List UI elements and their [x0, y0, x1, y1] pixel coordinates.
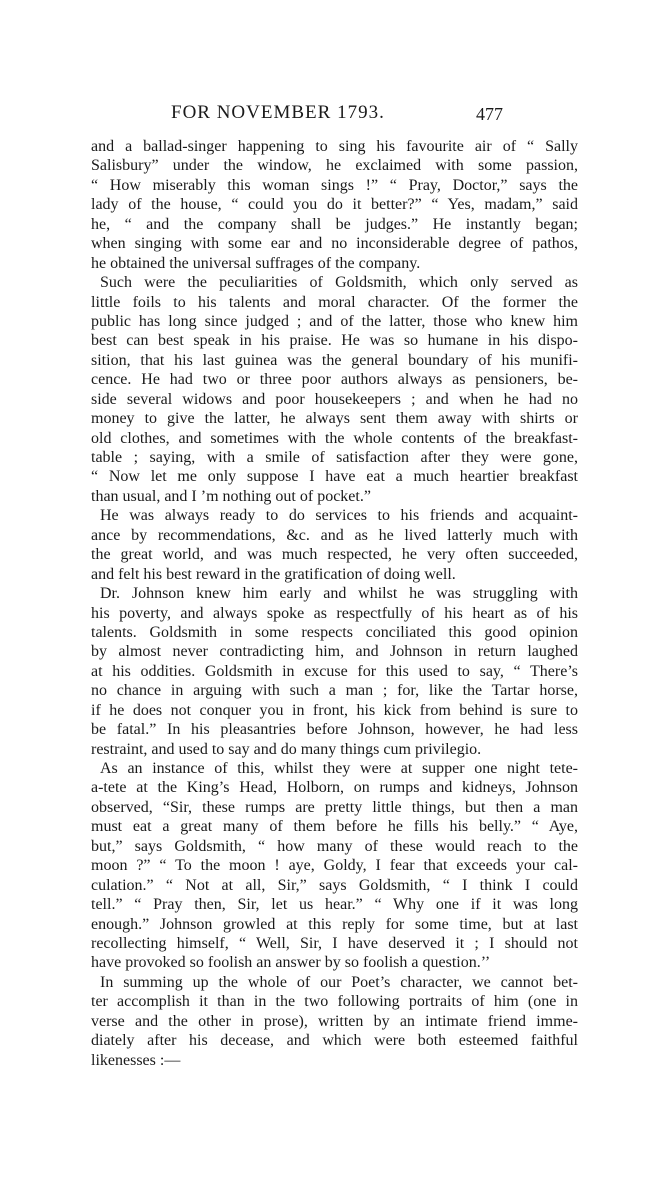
- text-line: his poverty, and always spoke as respectfully of his heart as of his: [91, 604, 578, 622]
- text-line: ter accomplish it than in the two following portraits of him (one in: [91, 993, 578, 1011]
- text-line: have provoked so foolish an answer by so foolish a question.’’: [91, 954, 491, 972]
- running-head: FOR NOVEMBER 1793.: [171, 102, 385, 123]
- paragraph-start-line: As an instance of this, whilst they were at supper one night tete-: [100, 760, 578, 777]
- paragraph-start-line: He was always ready to do services to his friends and acquaint-: [100, 507, 578, 525]
- text-line: verse and the other in prose), written by an intimate friend imme-: [91, 1012, 578, 1030]
- text-line: at his oddities. Goldsmith in excuse for this used to say, “ There’s: [91, 662, 578, 680]
- text-line: and a ballad-singer happening to sing his favourite air of “ Sally: [91, 138, 578, 155]
- text-line: be fatal.” In his pleasantries before Johnson, however, he had less: [91, 721, 578, 739]
- body-text: [91, 137, 578, 1070]
- text-line: public has long since judged ; and of the latter, those who knew him: [91, 312, 578, 330]
- paragraph-start-line: In summing up the whole of our Poet’s character, we cannot bet-: [100, 973, 578, 991]
- text-line: and felt his best reward in the gratification of doing well.: [91, 565, 456, 583]
- text-line: best can best speak in his praise. He was so humane in his dispo-: [91, 332, 578, 350]
- text-line: enough.” Johnson growled at this reply for some time, but at last: [91, 915, 578, 933]
- text-line: ance by recommendations, &c. and as he lived latterly much with: [91, 526, 578, 544]
- page-number: 477: [476, 104, 503, 124]
- text-line: when singing with some ear and no inconsiderable degree of pathos,: [91, 235, 578, 253]
- text-line: lady of the house, “ could you do it better?” “ Yes, madam,” said: [91, 196, 578, 214]
- text-line: side several widows and poor housekeepers ; and when he had no: [91, 390, 578, 408]
- text-line: table ; saying, with a smile of satisfaction after they were gone,: [91, 449, 578, 466]
- text-line: Salisbury” under the window, he exclaimed with some passion,: [91, 157, 578, 175]
- paragraph-start-line: Dr. Johnson knew him early and whilst he was struggling with: [100, 585, 578, 603]
- text-line: likenesses :—: [91, 1051, 181, 1069]
- text-line: if he does not conquer you in front, his kick from behind is sure to: [91, 701, 578, 719]
- text-line: sition, that his last guinea was the general boundary of his munifi-: [91, 351, 578, 369]
- text-line: culation.” “ Not at all, Sir,” says Goldsmith, “ I think I could: [91, 876, 578, 894]
- text-line: must eat a great many of them before he fills his belly.” “ Aye,: [91, 818, 578, 836]
- text-line: moon ?” “ To the moon ! aye, Goldy, I fear that exceeds your cal-: [91, 857, 578, 875]
- text-line: diately after his decease, and which were both esteemed faithful: [91, 1032, 578, 1050]
- text-line: he obtained the universal suffrages of the company.: [91, 254, 421, 272]
- text-line: “ Now let me only suppose I have eat a much heartier breakfast: [91, 468, 578, 486]
- text-line: recollecting himself, “ Well, Sir, I have deserved it ; I should not: [91, 934, 578, 952]
- text-line: by almost never contradicting him, and Johnson in return laughed: [91, 643, 578, 661]
- text-line: talents. Goldsmith in some respects conciliated this good opinion: [91, 623, 578, 641]
- text-line: the great world, and was much respected, he very often succeeded,: [91, 546, 578, 564]
- text-line: money to give the latter, he always sent them away with shirts or: [91, 410, 578, 428]
- text-line: no chance in arguing with such a man ; for, like the Tartar horse,: [91, 682, 578, 700]
- text-line: little foils to his talents and moral character. Of the former the: [91, 293, 578, 311]
- text-line: “ How miserably this woman sings !” “ Pray, Doctor,” says the: [91, 176, 578, 194]
- text-line: than usual, and I ’m nothing out of pocket.”: [91, 487, 371, 505]
- text-line: tell.” “ Pray then, Sir, let us hear.” “ Why one if it was long: [91, 896, 578, 914]
- text-line: a-tete at the King’s Head, Holborn, on rumps and kidneys, Johnson: [91, 779, 578, 797]
- text-line: he, “ and the company shall be judges.” He instantly began;: [91, 215, 578, 233]
- text-line: but,” says Goldsmith, “ how many of these would reach to the: [91, 837, 578, 855]
- page-header: [171, 102, 523, 128]
- paragraph-start-line: Such were the peculiarities of Goldsmith, which only served as: [100, 274, 578, 292]
- text-line: cence. He had two or three poor authors always as pensioners, be-: [91, 371, 578, 389]
- text-line: old clothes, and sometimes with the whole contents of the breakfast-: [91, 429, 578, 447]
- text-line: observed, “Sir, these rumps are pretty little things, but then a man: [91, 798, 578, 816]
- text-line: restraint, and used to say and do many things cum privilegio.: [91, 740, 482, 758]
